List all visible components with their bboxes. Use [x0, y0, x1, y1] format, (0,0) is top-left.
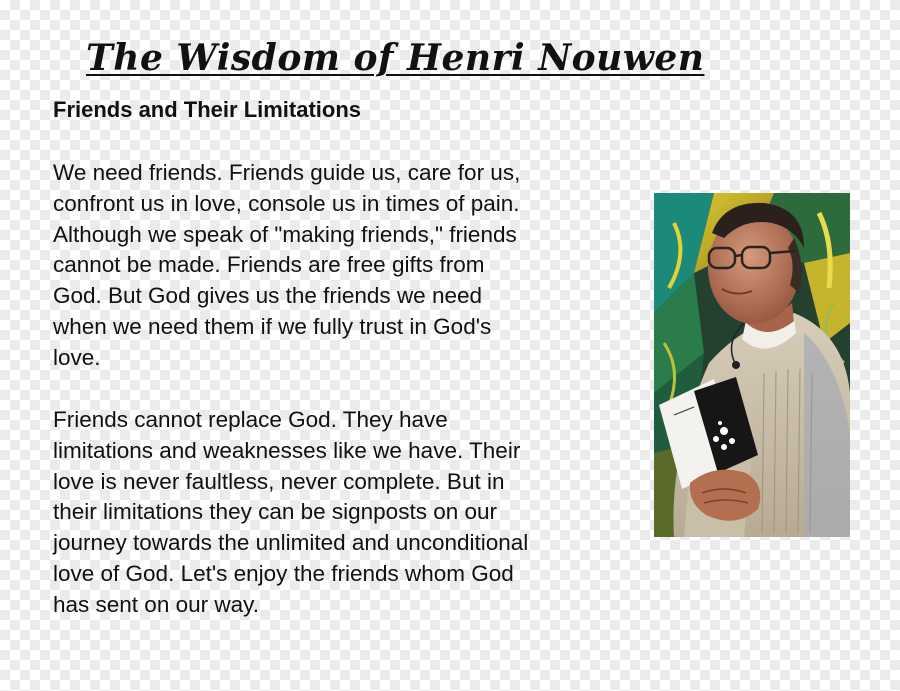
- text-line: has sent on our way.: [53, 591, 259, 617]
- paragraph-2: [53, 405, 613, 621]
- text-line: journey towards the unlimited and unconditional: [53, 530, 529, 556]
- text-line: Friends cannot replace God. They have: [53, 407, 448, 432]
- text-line: their limitations they can be signposts on our: [53, 499, 497, 525]
- paragraph-1: [53, 158, 613, 374]
- text-line: Although we speak of "making friends," friends: [53, 221, 517, 247]
- text-line: confront us in love, console us in times of pain.: [53, 190, 520, 216]
- text-line: when we need them if we fully trust in God's: [53, 313, 492, 339]
- text-line: cannot be made. Friends are free gifts from: [53, 252, 485, 278]
- text-line: love of God. Let's enjoy the friends whom God: [53, 560, 514, 586]
- page-title: The Wisdom of Henri Nouwen: [86, 37, 705, 79]
- section-heading: Friends and Their Limitations: [53, 97, 362, 122]
- text-line: limitations and weaknesses like we have. Their: [53, 437, 521, 463]
- text-line: God. But God gives us the friends we need: [53, 283, 483, 309]
- text-line: We need friends. Friends guide us, care for us,: [53, 160, 521, 185]
- text-line: love is never faultless, never complete. But in: [53, 468, 505, 494]
- text-line: love.: [53, 344, 101, 370]
- portrait-photo: [654, 193, 850, 537]
